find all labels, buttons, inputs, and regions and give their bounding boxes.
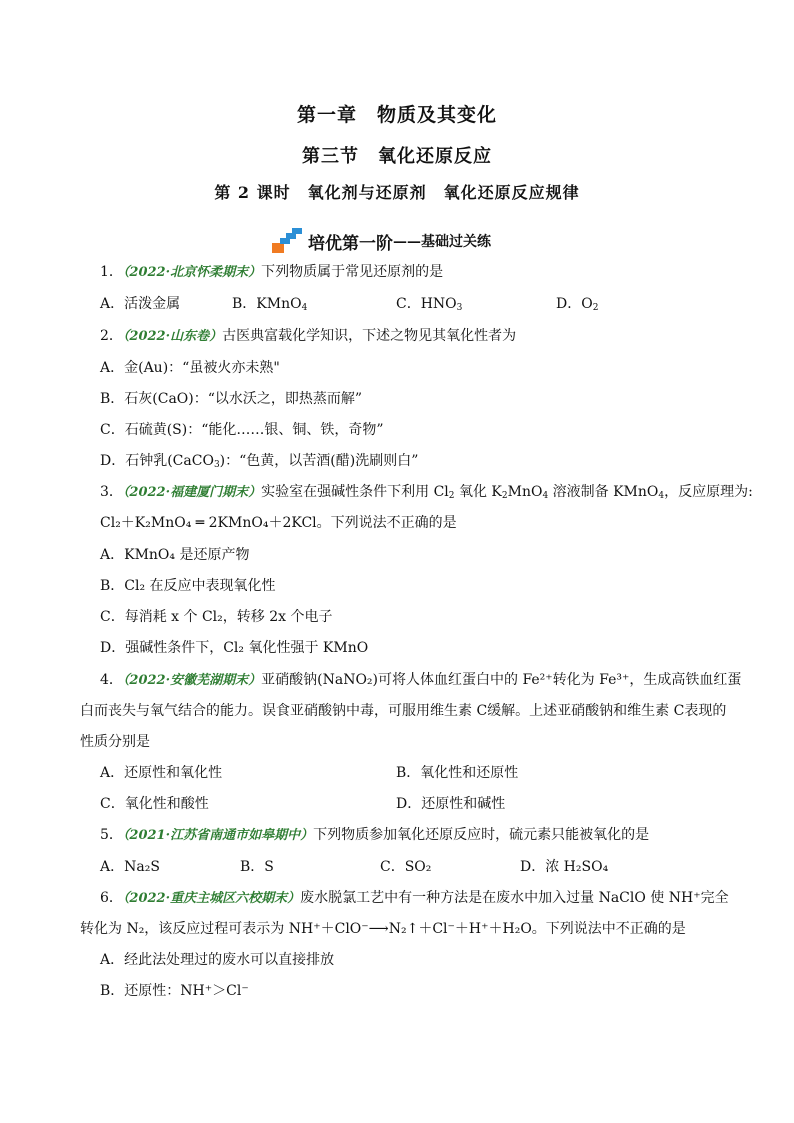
question-source: （2022·山东卷） (122, 329, 223, 344)
q5-option-a: A．Na₂S (100, 859, 160, 875)
banner-subtitle: ——基础过关练 (393, 234, 491, 250)
chapter-title: 第一章 物质及其变化 (296, 104, 497, 126)
question-source: （2021·江苏省南通市如皋期中） (122, 828, 314, 843)
q1-option-d: D．$O_2$ (556, 296, 599, 313)
q5-option-c: C．SO₂ (380, 859, 432, 875)
lesson-title: 第 2 课时 氧化剂与还原剂 氧化还原反应规律 (214, 183, 580, 202)
stairs-icon (272, 228, 302, 254)
question-source: （2022·北京怀柔期末） (122, 265, 262, 280)
q5-option-d: D．浓 H₂SO₄ (520, 859, 609, 875)
q1-option-b: B．KMnO$_4$ (232, 296, 308, 313)
question-source: （2022·重庆主城区六校期末） (122, 891, 301, 906)
q6-stem-line-2: 转化为 N₂，该反应过程可表示为 NH⁺＋ClO⁻⟶N₂↑＋Cl⁻＋H⁺＋H₂O。下列说法中不正确的是 (80, 921, 686, 937)
question-5-stem: 5．（2021·江苏省南通市如皋期中）下列物质参加氧化还原反应时，硫元素只能被氧化的是 (100, 827, 650, 843)
banner-title: 培优第一阶 (308, 233, 393, 254)
q3-option-c: C．每消耗 x 个 Cl₂，转移 2x 个电子 (100, 609, 333, 625)
question-source: （2022·福建厦门期末） (122, 485, 262, 500)
q2-option-c: C．石硫黄(S)：“能化……银、铜、铁，奇物” (100, 422, 384, 438)
q3-option-a: A．KMnO₄ 是还原产物 (100, 547, 250, 563)
q2-option-a: A．金(Au)：“虽被火亦未熟" (100, 360, 280, 376)
q4-option-d: D．还原性和碱性 (396, 796, 506, 812)
q3-equation: Cl₂＋K₂MnO₄ ═ 2KMnO₄＋2KCl。下列说法不正确的是 (100, 515, 457, 531)
section-banner (272, 228, 491, 254)
q6-option-b: B．还原性：NH⁺＞Cl⁻ (100, 983, 249, 999)
q3-option-b: B．Cl₂ 在反应中表现氧化性 (100, 578, 276, 594)
question-3-stem: 3．（2022·福建厦门期末）实验室在强碱性条件下利用 $Cl_2$ 氧化 $K_2MnO_4$ 溶液制备 KMnO$_4$，反应原理为: (100, 484, 753, 501)
question-6-stem: 6．（2022·重庆主城区六校期末）废水脱氯工艺中有一种方法是在废水中加入过量 NaClO 使 NH⁺完全 (100, 890, 729, 906)
q4-stem-line-2: 白而丧失与氧气结合的能力。误食亚硝酸钠中毒，可服用维生素 C缓解。上述亚硝酸钠和维生素 C表现的 (80, 703, 727, 719)
section-title: 第三节 氧化还原反应 (302, 146, 492, 167)
q4-option-a: A．还原性和氧化性 (100, 765, 223, 781)
question-2-stem: 2．（2022·山东卷）古医典富载化学知识，下述之物见其氧化性者为 (100, 328, 517, 344)
question-1-stem: 1．（2022·北京怀柔期末）下列物质属于常见还原剂的是 (100, 264, 444, 280)
q4-option-c: C．氧化性和酸性 (100, 796, 209, 812)
q4-stem-line-3: 性质分别是 (80, 734, 150, 750)
q1-option-c: C．$HNO_3$ (396, 296, 463, 313)
question-source: （2022·安徽芜湖期末） (122, 673, 262, 688)
q5-option-b: B．S (240, 859, 274, 875)
q2-option-d: D．石钟乳(CaCO$_3$)：“色黄，以苦酒(醋)洗刷则白” (100, 453, 419, 470)
q6-option-a: A．经此法处理过的废水可以直接排放 (100, 952, 335, 968)
q4-option-b: B．氧化性和还原性 (396, 765, 519, 781)
q2-option-b: B．石灰(CaO)：“以水沃之，即热蒸而解” (100, 391, 363, 407)
q3-option-d: D．强碱性条件下，Cl₂ 氧化性强于 KMnO (100, 640, 369, 656)
question-4-stem: 4．（2022·安徽芜湖期末）亚硝酸钠(NaNO₂)可将人体血红蛋白中的 Fe²⁺转化为 Fe³⁺，生成高铁血红蛋 (100, 672, 742, 688)
q1-option-a: A．活泼金属 (100, 296, 181, 312)
